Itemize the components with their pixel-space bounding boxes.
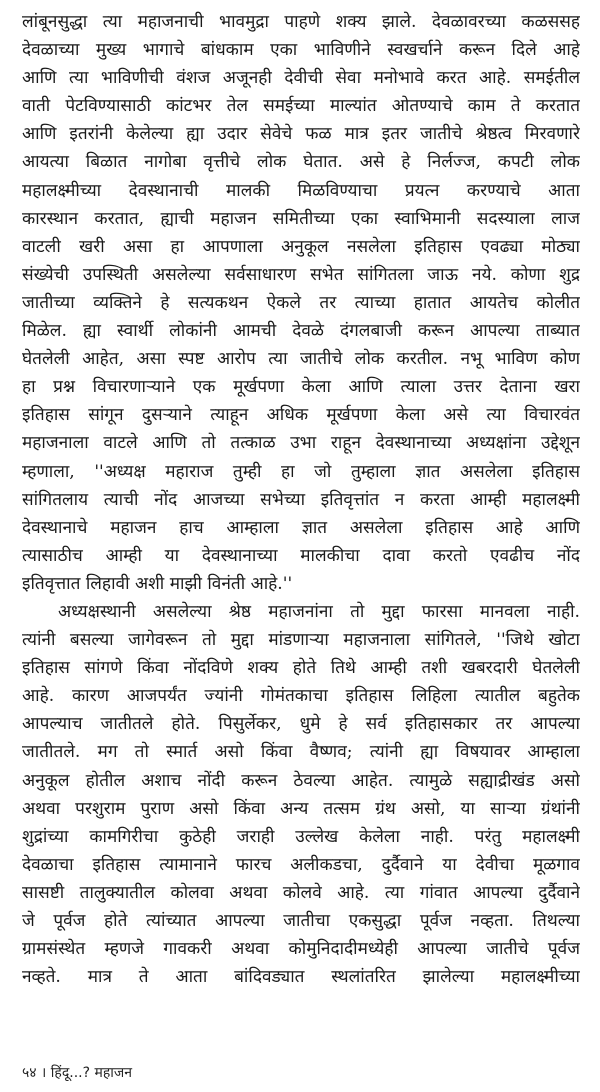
text-line: सासष्टी तालुक्यातील कोलवा अथवा कोलवे आहे. त्या गांवात आपल्या दुर्दैवाने <box>22 882 580 903</box>
text-line: इतिहास सांगणे किंवा नोंदविणे शक्य होते तिथे आम्ही तशी खबरदारी घेतलेली <box>22 658 580 679</box>
text-line: जातीच्या व्यक्तिने हे सत्यकथन ऐकले तर त्याच्या हातात आयतेच कोलीत <box>22 292 580 313</box>
text-line: इतिवृत्तात लिहावी अशी माझी विनंती आहे.'' <box>22 573 293 594</box>
text-line: आपल्याच जातीतले होते. पिसुर्लेकर, धुमे हे सर्व इतिहासकार तर आपल्या <box>22 714 580 735</box>
text-line: अनुकूल होतील अशाच नोंदी करून ठेवल्या आहेत. त्यामुळे सह्याद्रीखंड असो <box>22 770 580 791</box>
text-line: म्हणाला, ''अध्यक्ष महाराज तुम्ही हा जो तुम्हाला ज्ञात असलेला इतिहास <box>22 461 580 482</box>
text-line: ग्रामसंस्थेत म्हणजे गावकरी अथवा कोमुनिदादीमध्येही आपल्या जातीचे पूर्वज <box>22 939 580 960</box>
text-line: कारस्थान करतात, ह्याची महाजन समितीच्या एका स्वाभिमानी सदस्याला लाज <box>22 208 580 229</box>
text-line: आहे. कारण आजपर्यंत ज्यांनी गोमंतकाचा इतिहास लिहिला त्यातील बहुतेक <box>22 686 580 707</box>
text-line: इतिहास सांगून दुसऱ्याने त्याहून अधिक मूर्खपणा केला असे त्या विचारवंत <box>22 405 580 426</box>
text-line: देवळाचा इतिहास त्यामानाने फारच अलीकडचा, दुर्दैवाने या देवीचा मूळगाव <box>22 854 580 875</box>
text-line: जातीतले. मग तो स्मार्त असो किंवा वैष्णव; त्यांनी ह्या विषयावर आम्हाला <box>22 742 580 763</box>
text-line: देवस्थानाचे महाजन हाच आम्हाला ज्ञात असलेला इतिहास आहे आणि <box>22 517 580 538</box>
text-line: त्यांनी बसल्या जागेवरून तो मुद्दा मांडणाऱ्या महाजनाला सांगितले, ''जिथे खोटा <box>22 630 580 651</box>
text-line: अथवा परशुराम पुराण असो किंवा अन्य तत्सम ग्रंथ असो, या साऱ्या ग्रंथांनी <box>22 798 580 819</box>
text-line: हा प्रश्न विचारणाऱ्याने एक मूर्खपणा केला आणि त्याला उत्तर देताना खरा <box>22 377 580 398</box>
text-line: लांबूनसुद्धा त्या महाजनाची भावमुद्रा पाहणे शक्य झाले. देवळावरच्या कळससह <box>22 12 580 32</box>
page-body <box>22 8 580 991</box>
text-line: शुद्रांच्या कामगिरीचा कुठेही जराही उल्लेख केलेला नाही. परंतु महालक्ष्मी <box>22 826 580 847</box>
text-line: मिळेल. ह्या स्वार्थी लोकांनी आमची देवळे दंगलबाजी करून आपल्या ताब्यात <box>22 321 580 342</box>
text-line: घेतलेली आहेत, असा स्पष्ट आरोप त्या जातीचे लोक करतील. नभू भाविण कोण <box>22 349 580 370</box>
text-line: महाजनाला वाटले आणि तो तत्काळ उभा राहून देवस्थानाच्या अध्यक्षांना उद्देशून <box>22 433 580 454</box>
text-line: आयत्या बिळात नागोबा वृत्तीचे लोक घेतात. असे हे निर्लज्ज, कपटी लोक <box>22 152 580 173</box>
page-footer: ५४ । हिंदू...? महाजन <box>22 1065 133 1081</box>
paragraph-start-line: अध्यक्षस्थानी असलेल्या श्रेष्ठ महाजनांना तो मुद्दा फारसा मानवला नाही. <box>58 601 580 622</box>
text-line: संख्येची उपस्थिती असलेल्या सर्वसाधारण सभेत सांगितला जाऊ नये. कोणा शुद्र <box>22 264 580 285</box>
text-line: नव्हते. मात्र ते आता बांदिवड्यात स्थलांतरित झालेल्या महालक्ष्मीच्या <box>22 967 580 988</box>
text-line: आणि त्या भाविणीची वंशज अजूनही देवीची सेवा मनोभावे करत आहे. समईतील <box>22 68 580 89</box>
text-line: त्यासाठीच आम्ही या देवस्थानाच्या मालकीचा दावा करतो एवढीच नोंद <box>22 545 580 566</box>
text-line: देवळाच्या मुख्य भागाचे बांधकाम एका भाविणीने स्वखर्चाने करून दिले आहे <box>22 40 580 61</box>
text-line: सांगितलाय त्याची नोंद आजच्या सभेच्या इतिवृत्तांत न करता आम्ही महालक्ष्मी <box>22 489 580 510</box>
text-line: आणि इतरांनी केलेल्या ह्या उदार सेवेचे फळ मात्र इतर जातीचे श्रेष्ठत्व मिरवणारे <box>22 124 580 145</box>
text-line: जे पूर्वज होते त्यांच्यात आपल्या जातीचा एकसुद्धा पूर्वज नव्हता. तिथल्या <box>22 911 580 931</box>
text-line: वाती पेटविण्यासाठी कांटभर तेल समईच्या माल्यांत ओतण्याचे काम ते करतात <box>22 96 580 117</box>
text-line: महालक्ष्मीच्या देवस्थानाची मालकी मिळविण्याचा प्रयत्न करण्याचे आता <box>22 180 580 201</box>
text-line: वाटली खरी असा हा आपणाला अनुकूल नसलेला इतिहास एवढ्या मोठ्या <box>22 236 580 257</box>
